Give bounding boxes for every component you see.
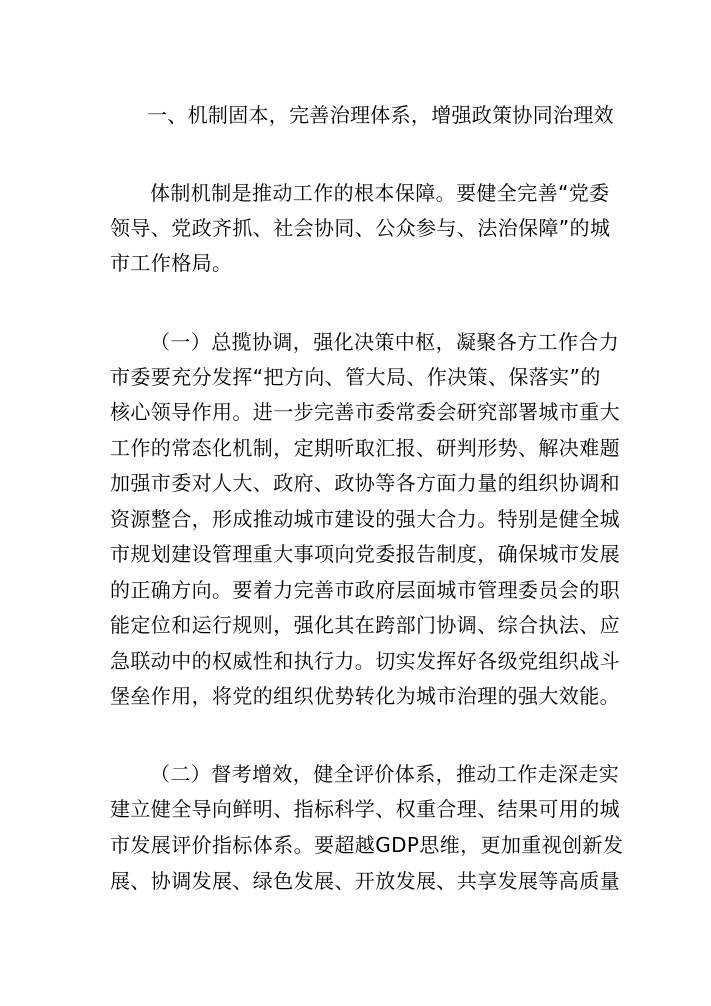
paragraph-line: 资源整合，形成推动城市建设的强大合力。特别是健全城 <box>110 507 620 531</box>
paragraph-line: 工作的常态化机制，定期听取汇报、研判形势、解决难题 <box>110 436 620 460</box>
section-heading: 一、机制固本，完善治理体系，增强政策协同治理效 <box>147 103 614 127</box>
paragraph-line: 建立健全导向鲜明、指标科学、权重合理、结果可用的城 <box>110 797 620 821</box>
subsection-heading: （一）总揽协调，强化决策中枢，凝聚各方工作合力 <box>150 330 620 354</box>
paragraph-line: 的正确方向。要着力完善市政府层面城市管理委员会的职 <box>110 578 620 602</box>
paragraph-line: 能定位和运行规则，强化其在跨部门协调、综合执法、应 <box>110 613 620 637</box>
paragraph-line: 堡垒作用，将党的组织优势转化为城市治理的强大效能。 <box>110 684 620 708</box>
paragraph-line: 展、协调发展、绿色发展、开放发展、共享发展等高质量 <box>110 869 620 893</box>
paragraph-line: 加强市委对人大、政府、政协等各方面力量的组织协调和 <box>110 471 620 495</box>
paragraph-line: 核心领导作用。进一步完善市委常委会研究部署城市重大 <box>110 400 620 424</box>
paragraph-line: 体制机制是推动工作的根本保障。要健全完善“党委 <box>150 181 610 205</box>
paragraph-line: 市工作格局。 <box>110 251 233 275</box>
paragraph-line: 急联动中的权威性和执行力。切实发挥好各级党组织战斗 <box>110 649 620 673</box>
subsection-heading: （二）督考增效，健全评价体系，推动工作走深走实 <box>150 762 620 786</box>
paragraph-line: 领导、党政齐抓、社会协同、公众参与、法治保障”的城 <box>110 216 611 240</box>
paragraph-line: 市发展评价指标体系。要超越GDP思维，更加重视创新发 <box>110 833 624 857</box>
paragraph-line: 市委要充分发挥“把方向、管大局、作决策、保落实”的 <box>110 365 601 389</box>
paragraph-line: 市规划建设管理重大事项向党委报告制度，确保城市发展 <box>110 542 620 566</box>
